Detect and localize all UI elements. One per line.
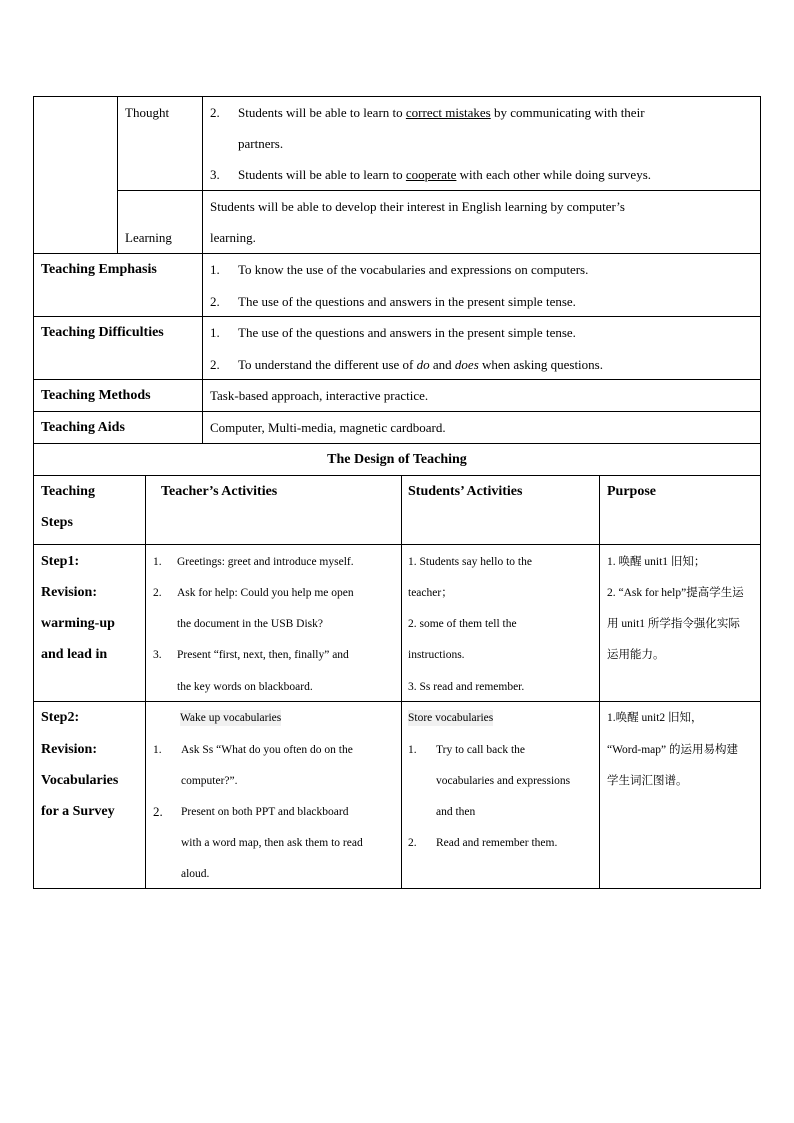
list-item: Present “first, next, then, finally” and bbox=[177, 649, 349, 661]
thought-item-text: Students will be able to learn to cooperate with each other while doing surveys. bbox=[238, 167, 652, 182]
difficulty-item-number: 2. bbox=[210, 357, 220, 372]
purpose-line: 运用能力。 bbox=[607, 649, 665, 661]
list-item-number: 2. bbox=[153, 587, 162, 599]
difficulty-item-text: The use of the questions and answers in the present simple tense. bbox=[238, 325, 576, 340]
list-item: Present on both PPT and blackboard bbox=[181, 806, 349, 818]
list-item: and then bbox=[436, 806, 476, 818]
step-label: Step1: bbox=[41, 554, 80, 569]
emphasis-item-text: To know the use of the vocabularies and expressions on computers. bbox=[238, 262, 589, 277]
teaching-aids-label: Teaching Aids bbox=[41, 420, 125, 435]
purpose-line: 1. 唤醒 unit1 旧知； bbox=[607, 556, 706, 568]
step-label: Vocabularies bbox=[41, 773, 119, 788]
difficulty-item-text: To understand the different use of do and does when asking questions. bbox=[238, 357, 603, 372]
list-item: computer?”. bbox=[181, 775, 238, 787]
difficulty-item-number: 1. bbox=[210, 325, 220, 340]
list-item: Ask Ss “What do you often do on the bbox=[181, 744, 353, 756]
thought-item-text: Students will be able to learn to correct mistakes by communicating with their bbox=[238, 105, 645, 120]
purpose-line: 2. “Ask for help”提高学生运 bbox=[607, 587, 744, 599]
list-item-number: 2. bbox=[408, 837, 417, 849]
student-activity-line: instructions. bbox=[408, 649, 465, 661]
student-activity-title: Store vocabularies bbox=[408, 712, 494, 724]
teacher-activities-header: Teacher’s Activities bbox=[161, 484, 278, 499]
step-label: and lead in bbox=[41, 647, 108, 662]
purpose-line: “Word-map” 的运用易构建 bbox=[607, 744, 738, 756]
emphasis-item-number: 1. bbox=[210, 262, 220, 277]
design-of-teaching-title: The Design of Teaching bbox=[327, 452, 467, 467]
list-item: the document in the USB Disk? bbox=[177, 618, 323, 630]
teaching-difficulties-label: Teaching Difficulties bbox=[41, 325, 164, 340]
step-label: warming-up bbox=[41, 616, 115, 631]
emphasis-item-text: The use of the questions and answers in the present simple tense. bbox=[238, 294, 576, 309]
list-item: aloud. bbox=[181, 868, 210, 880]
learning-label: Learning bbox=[125, 230, 172, 245]
teaching-steps-header: Teaching bbox=[41, 484, 95, 499]
thought-item-number: 3. bbox=[210, 167, 220, 182]
list-item-number: 2. bbox=[153, 804, 163, 819]
teaching-emphasis-label: Teaching Emphasis bbox=[41, 262, 157, 277]
student-activity-line: 1. Students say hello to the bbox=[408, 556, 532, 568]
purpose-header: Purpose bbox=[607, 484, 656, 499]
thought-item-number: 2. bbox=[210, 105, 220, 120]
teacher-activity-title: Wake up vocabularies bbox=[180, 712, 282, 724]
teaching-aids-value: Computer, Multi-media, magnetic cardboard. bbox=[210, 420, 446, 435]
purpose-line: 用 unit1 所学指令强化实际 bbox=[607, 618, 740, 630]
student-activity-line: teacher； bbox=[408, 587, 453, 599]
step-label: Revision: bbox=[41, 742, 97, 757]
step-label: Step2: bbox=[41, 710, 80, 725]
list-item: Greetings: greet and introduce myself. bbox=[177, 556, 354, 568]
purpose-line: 1.唤醒 unit2 旧知， bbox=[607, 712, 703, 724]
learning-text: Students will be able to develop their interest in English learning by computer’s bbox=[210, 199, 625, 214]
list-item: the key words on blackboard. bbox=[177, 681, 313, 693]
list-item: Try to call back the bbox=[436, 744, 526, 756]
thought-item-continuation: partners. bbox=[238, 136, 284, 151]
purpose-line: 学生词汇图谱。 bbox=[607, 775, 688, 787]
emphasis-item-number: 2. bbox=[210, 294, 220, 309]
underlined-phrase: cooperate bbox=[405, 167, 457, 182]
list-item: Ask for help: Could you help me open bbox=[177, 587, 354, 599]
student-activity-line: 3. Ss read and remember. bbox=[408, 681, 525, 693]
step-label: Revision: bbox=[41, 585, 97, 600]
teaching-steps-header: Steps bbox=[41, 515, 73, 530]
list-item-number: 1. bbox=[153, 744, 162, 756]
learning-text: learning. bbox=[210, 230, 256, 245]
students-activities-header: Students’ Activities bbox=[408, 484, 523, 499]
list-item-number: 1. bbox=[408, 744, 417, 756]
step-label: for a Survey bbox=[41, 804, 115, 819]
teaching-methods-value: Task-based approach, interactive practice. bbox=[210, 388, 429, 403]
student-activity-line: 2. some of them tell the bbox=[408, 618, 517, 630]
underlined-phrase: correct mistakes bbox=[405, 105, 491, 120]
list-item-number: 3. bbox=[153, 649, 162, 661]
thought-label: Thought bbox=[125, 105, 170, 120]
list-item: vocabularies and expressions bbox=[436, 775, 571, 787]
list-item: with a word map, then ask them to read bbox=[181, 837, 363, 849]
teaching-methods-label: Teaching Methods bbox=[41, 388, 151, 403]
list-item: Read and remember them. bbox=[436, 837, 558, 849]
list-item-number: 1. bbox=[153, 556, 162, 568]
